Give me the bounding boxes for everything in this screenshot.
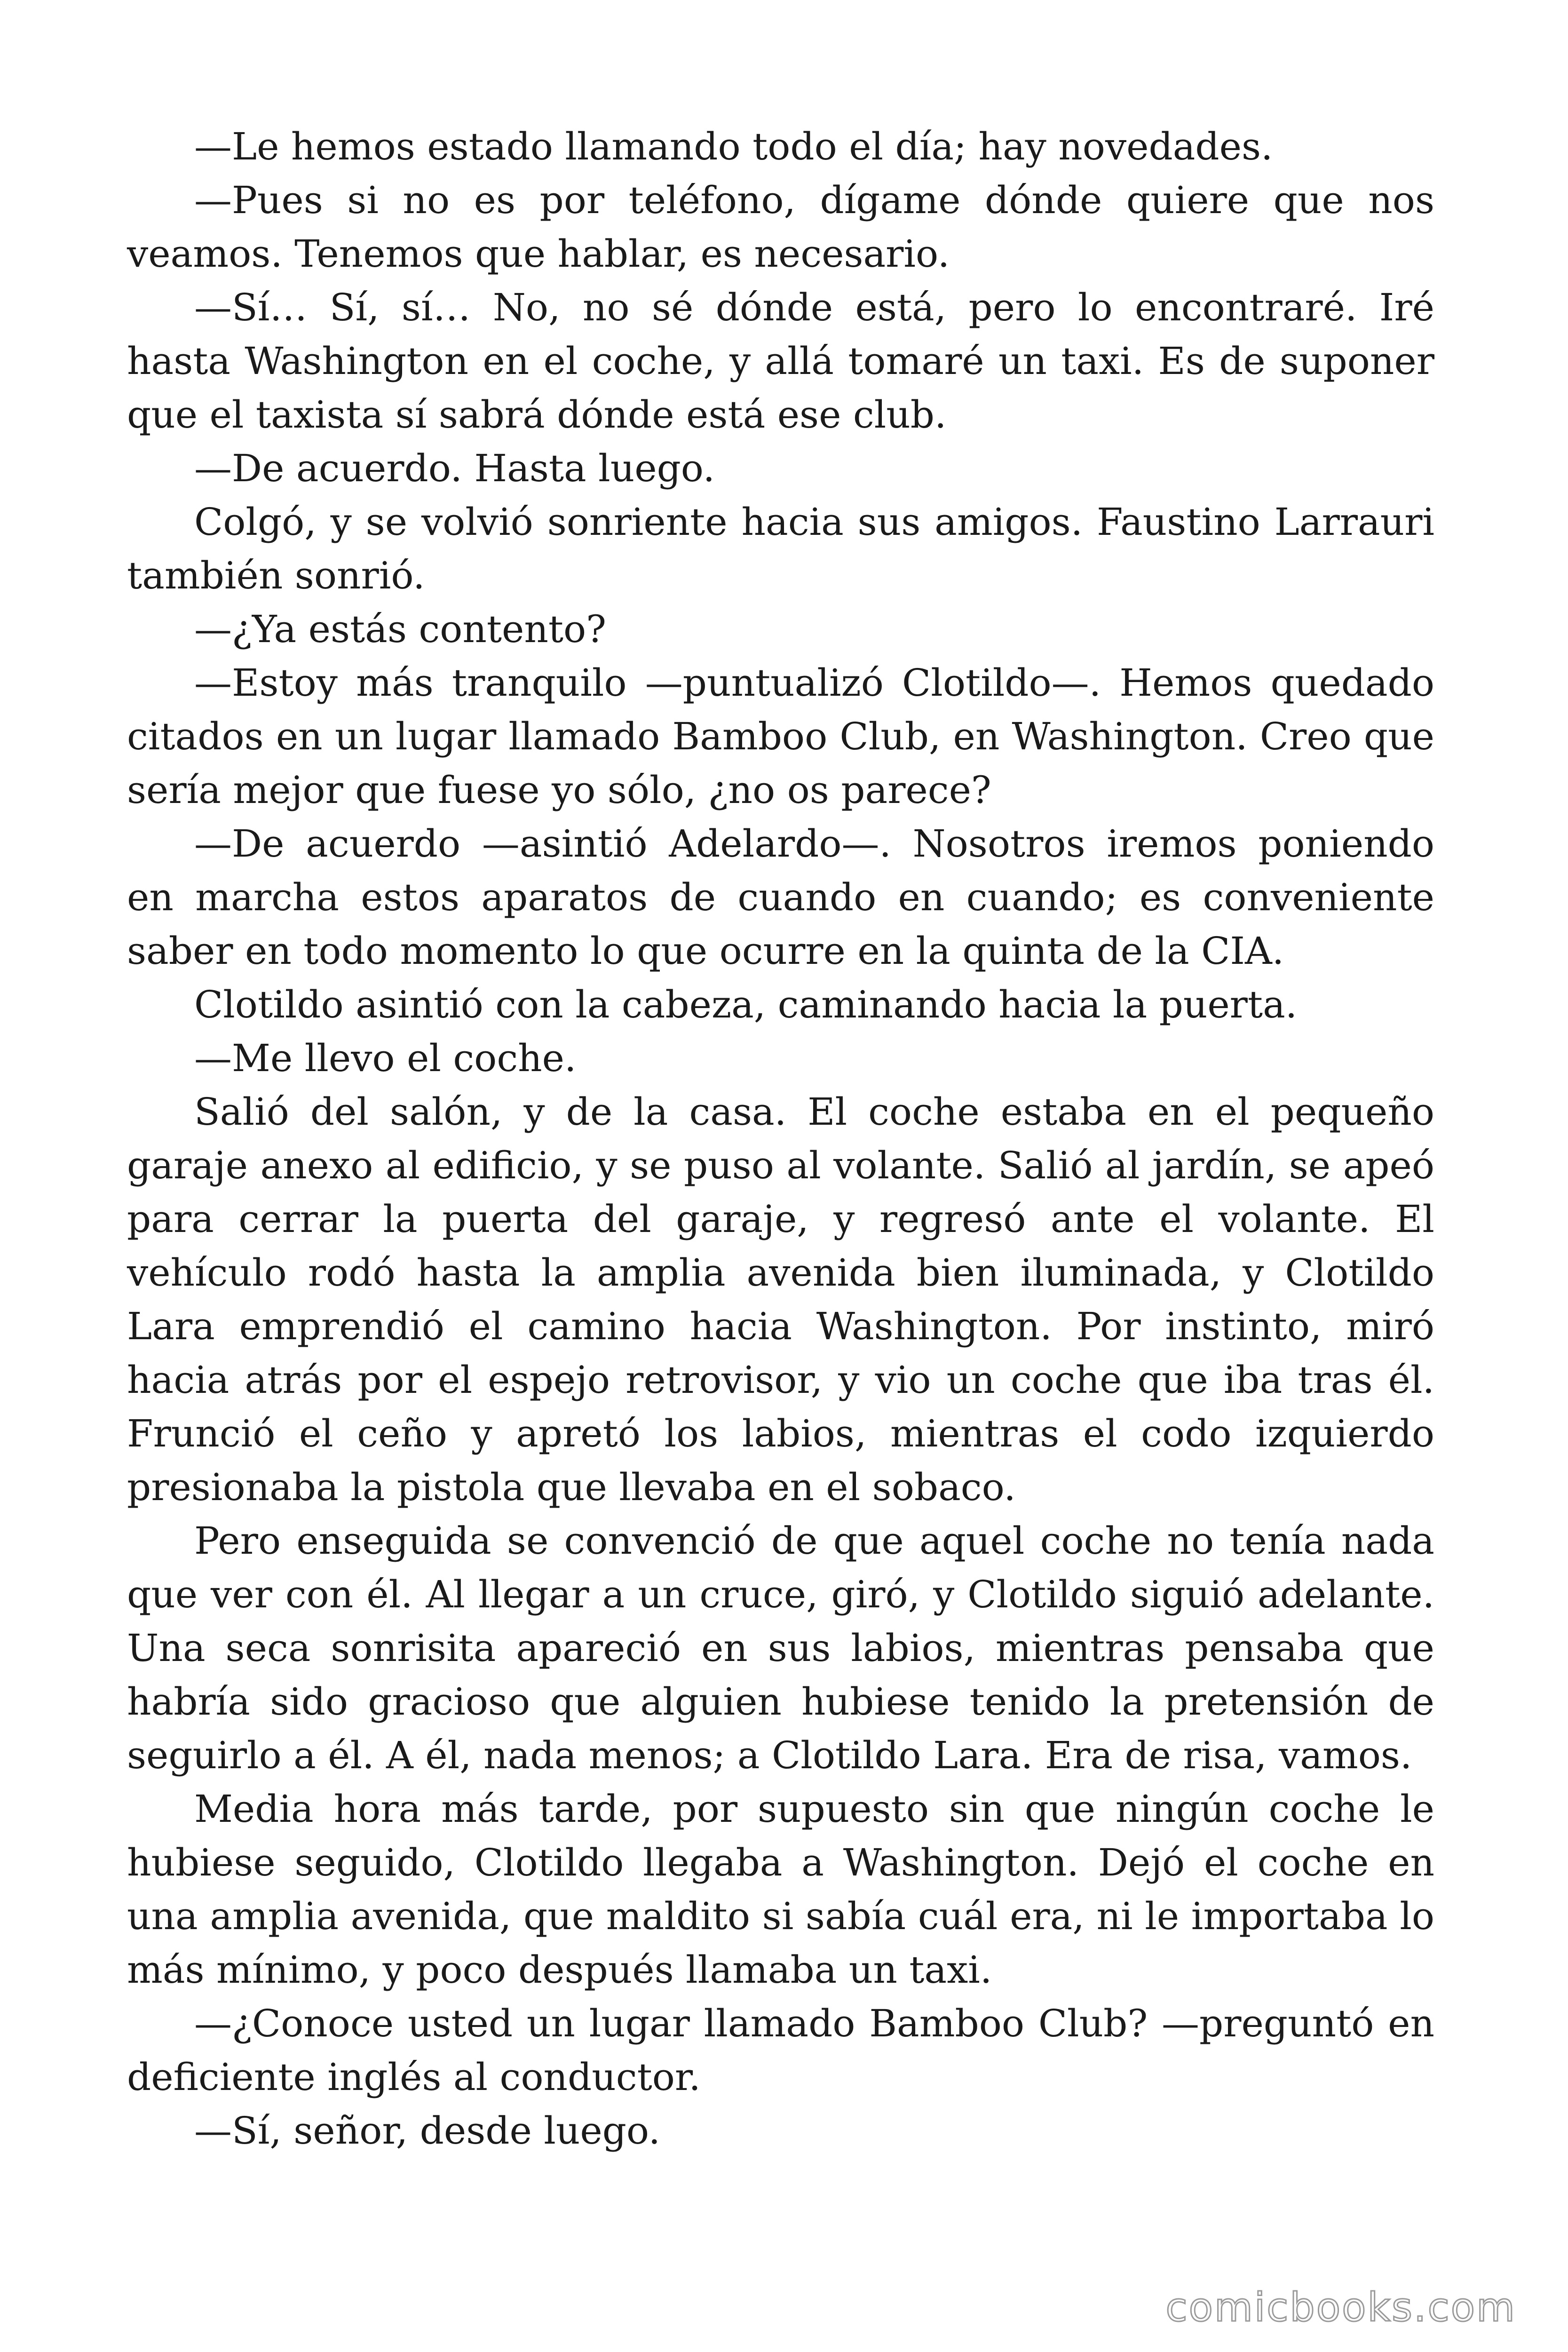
paragraph: Media hora más tarde, por supuesto sin que ningún coche le hubiese seguido, Clotildo llegaba a Washington. Dejó el coche en una amplia avenida, que maldito si sabía cuál era, ni le importaba lo más mínimo, y poco después llamaba un taxi. (127, 1787, 1434, 1992)
paragraph: Pero enseguida se convenció de que aquel coche no tenía nada que ver con él. Al llegar a un cruce, giró, y Clotildo siguió adelante. Una seca sonrisita apareció en sus labios, mientras pensaba que habría sido gracioso que alguien hubiese tenido la pretensión de seguirlo a él. A él, nada menos; a Clotildo Lara. Era de risa, vamos. (127, 1519, 1434, 1777)
paragraph: —Le hemos estado llamando todo el día; hay novedades. (194, 125, 1273, 168)
paragraph: —Me llevo el coche. (194, 1036, 577, 1080)
watermark: comicbooks.com (1165, 2284, 1516, 2330)
body-text (127, 120, 1434, 2158)
paragraph: —Pues si no es por teléfono, dígame dónde quiere que nos veamos. Tenemos que hablar, es necesario. (127, 178, 1434, 276)
paragraph: —Estoy más tranquilo —puntualizó Clotildo—. Hemos quedado citados en un lugar llamado Bamboo Club, en Washington. Creo que sería mejor que fuese yo sólo, ¿no os parece? (127, 661, 1434, 812)
paragraph: Colgó, y se volvió sonriente hacia sus amigos. Faustino Larrauri también sonrió. (127, 500, 1434, 597)
paragraph: —Sí… Sí, sí… No, no sé dónde está, pero lo encontraré. Iré hasta Washington en el coche, y allá tomaré un taxi. Es de suponer que el taxista sí sabrá dónde está ese club. (127, 286, 1434, 437)
paragraph: —¿Ya estás contento? (194, 607, 607, 651)
paragraph: Clotildo asintió con la cabeza, caminando hacia la puerta. (194, 983, 1298, 1026)
paragraph: —De acuerdo —asintió Adelardo—. Nosotros iremos poniendo en marcha estos aparatos de cuando en cuando; es conveniente saber en todo momento lo que ocurre en la quinta de la CIA. (127, 822, 1434, 973)
paragraph: —¿Conoce usted un lugar llamado Bamboo Club? —preguntó en deficiente inglés al conductor. (127, 2002, 1434, 2099)
paragraph: —Sí, señor, desde luego. (194, 2109, 661, 2153)
paragraph: Salió del salón, y de la casa. El coche estaba en el pequeño garaje anexo al edificio, y se puso al volante. Salió al jardín, se apeó para cerrar la puerta del garaje, y regresó ante el volante. El vehículo rodó hasta la amplia avenida bien iluminada, y Clotildo Lara emprendió el camino hacia Washington. Por instinto, miró hacia atrás por el espejo retrovisor, y vio un coche que iba tras él. Frunció el ceño y apretó los labios, mientras el codo izquierdo presionaba la pistola que llevaba en el sobaco. (127, 1090, 1434, 1509)
paragraph: —De acuerdo. Hasta luego. (194, 446, 715, 490)
